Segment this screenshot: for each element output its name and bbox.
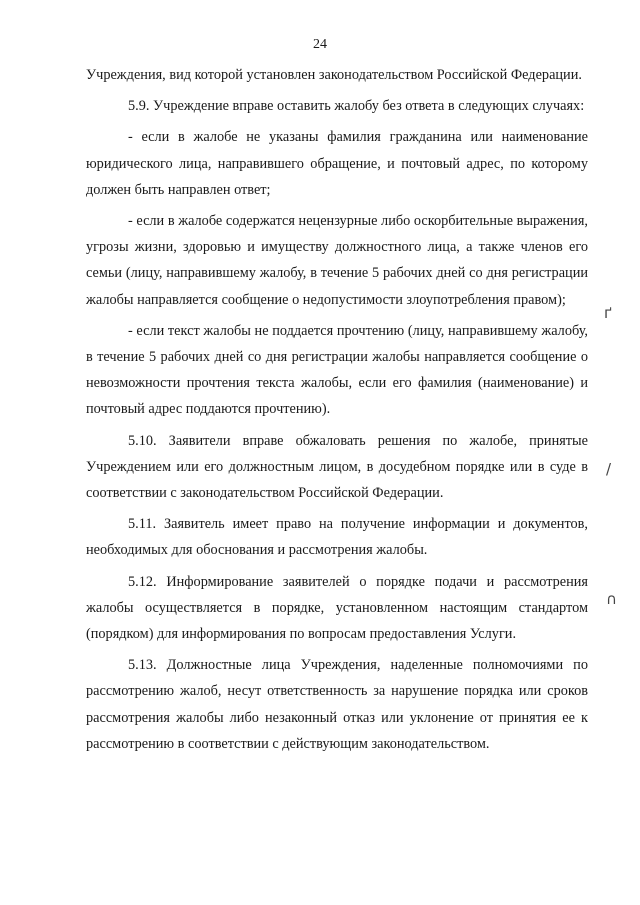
paragraph-5-10: 5.10. Заявители вправе обжаловать решения по жалобе, принятые Учреждением или его должностным лицом, в досудебном порядке или в суде в соответствии с законодательством Российской Федерации. xyxy=(86,432,588,502)
scan-mark-2: / xyxy=(606,460,612,478)
paragraph-5-13: 5.13. Должностные лица Учреждения, наделенные полномочиями по рассмотрению жалоб, несут ответственность за нарушение порядка или сроков рассмотрения жалобы либо незаконный отказ или уклонение от принятия ее к рассмотрению в соответствии с действующим законодательством. xyxy=(86,657,588,752)
list-item-no-name: - если в жалобе не указаны фамилия гражданина или наименование юридического лица, направившего обращение, и почтовый адрес, по которому должен быть направлен ответ; xyxy=(86,129,588,198)
scan-mark-1: ґ xyxy=(604,304,612,322)
list-item-obscene: - если в жалобе содержатся нецензурные либо оскорбительные выражения, угрозы жизни, здоровью и имуществу должностного лица, а также членов его семьи (лицу, направившему жалобу, в течение 5 рабочих дней со дня регистрации жалобы направляется сообщение о недопустимости злоупотребления правом); xyxy=(86,213,588,308)
paragraph-continuation: Учреждения, вид которой установлен законодательством Российской Федерации. xyxy=(86,67,582,83)
page-number: 24 xyxy=(313,37,327,52)
list-item-unreadable: - если текст жалобы не поддается прочтению (лицу, направившему жалобу, в течение 5 рабочих дней со дня регистрации жалобы направляется сообщение о невозможности прочтения текста жалобы, если его фамилия (наименование) и почтовый адрес поддаются прочтению). xyxy=(86,322,588,418)
scan-mark-3: ∩ xyxy=(606,590,617,608)
paragraph-5-9: 5.9. Учреждение вправе оставить жалобу без ответа в следующих случаях: xyxy=(128,98,585,115)
document-body xyxy=(86,62,588,762)
paragraph-5-11: 5.11. Заявитель имеет право на получение информации и документов, необходимых для обоснования и рассмотрения жалобы. xyxy=(86,516,588,559)
paragraph-5-12: 5.12. Информирование заявителей о порядке подачи и рассмотрения жалобы осуществляется в порядке, установленном настоящим стандартом (порядком) для информирования по вопросам предоставления Услуги. xyxy=(86,573,588,643)
